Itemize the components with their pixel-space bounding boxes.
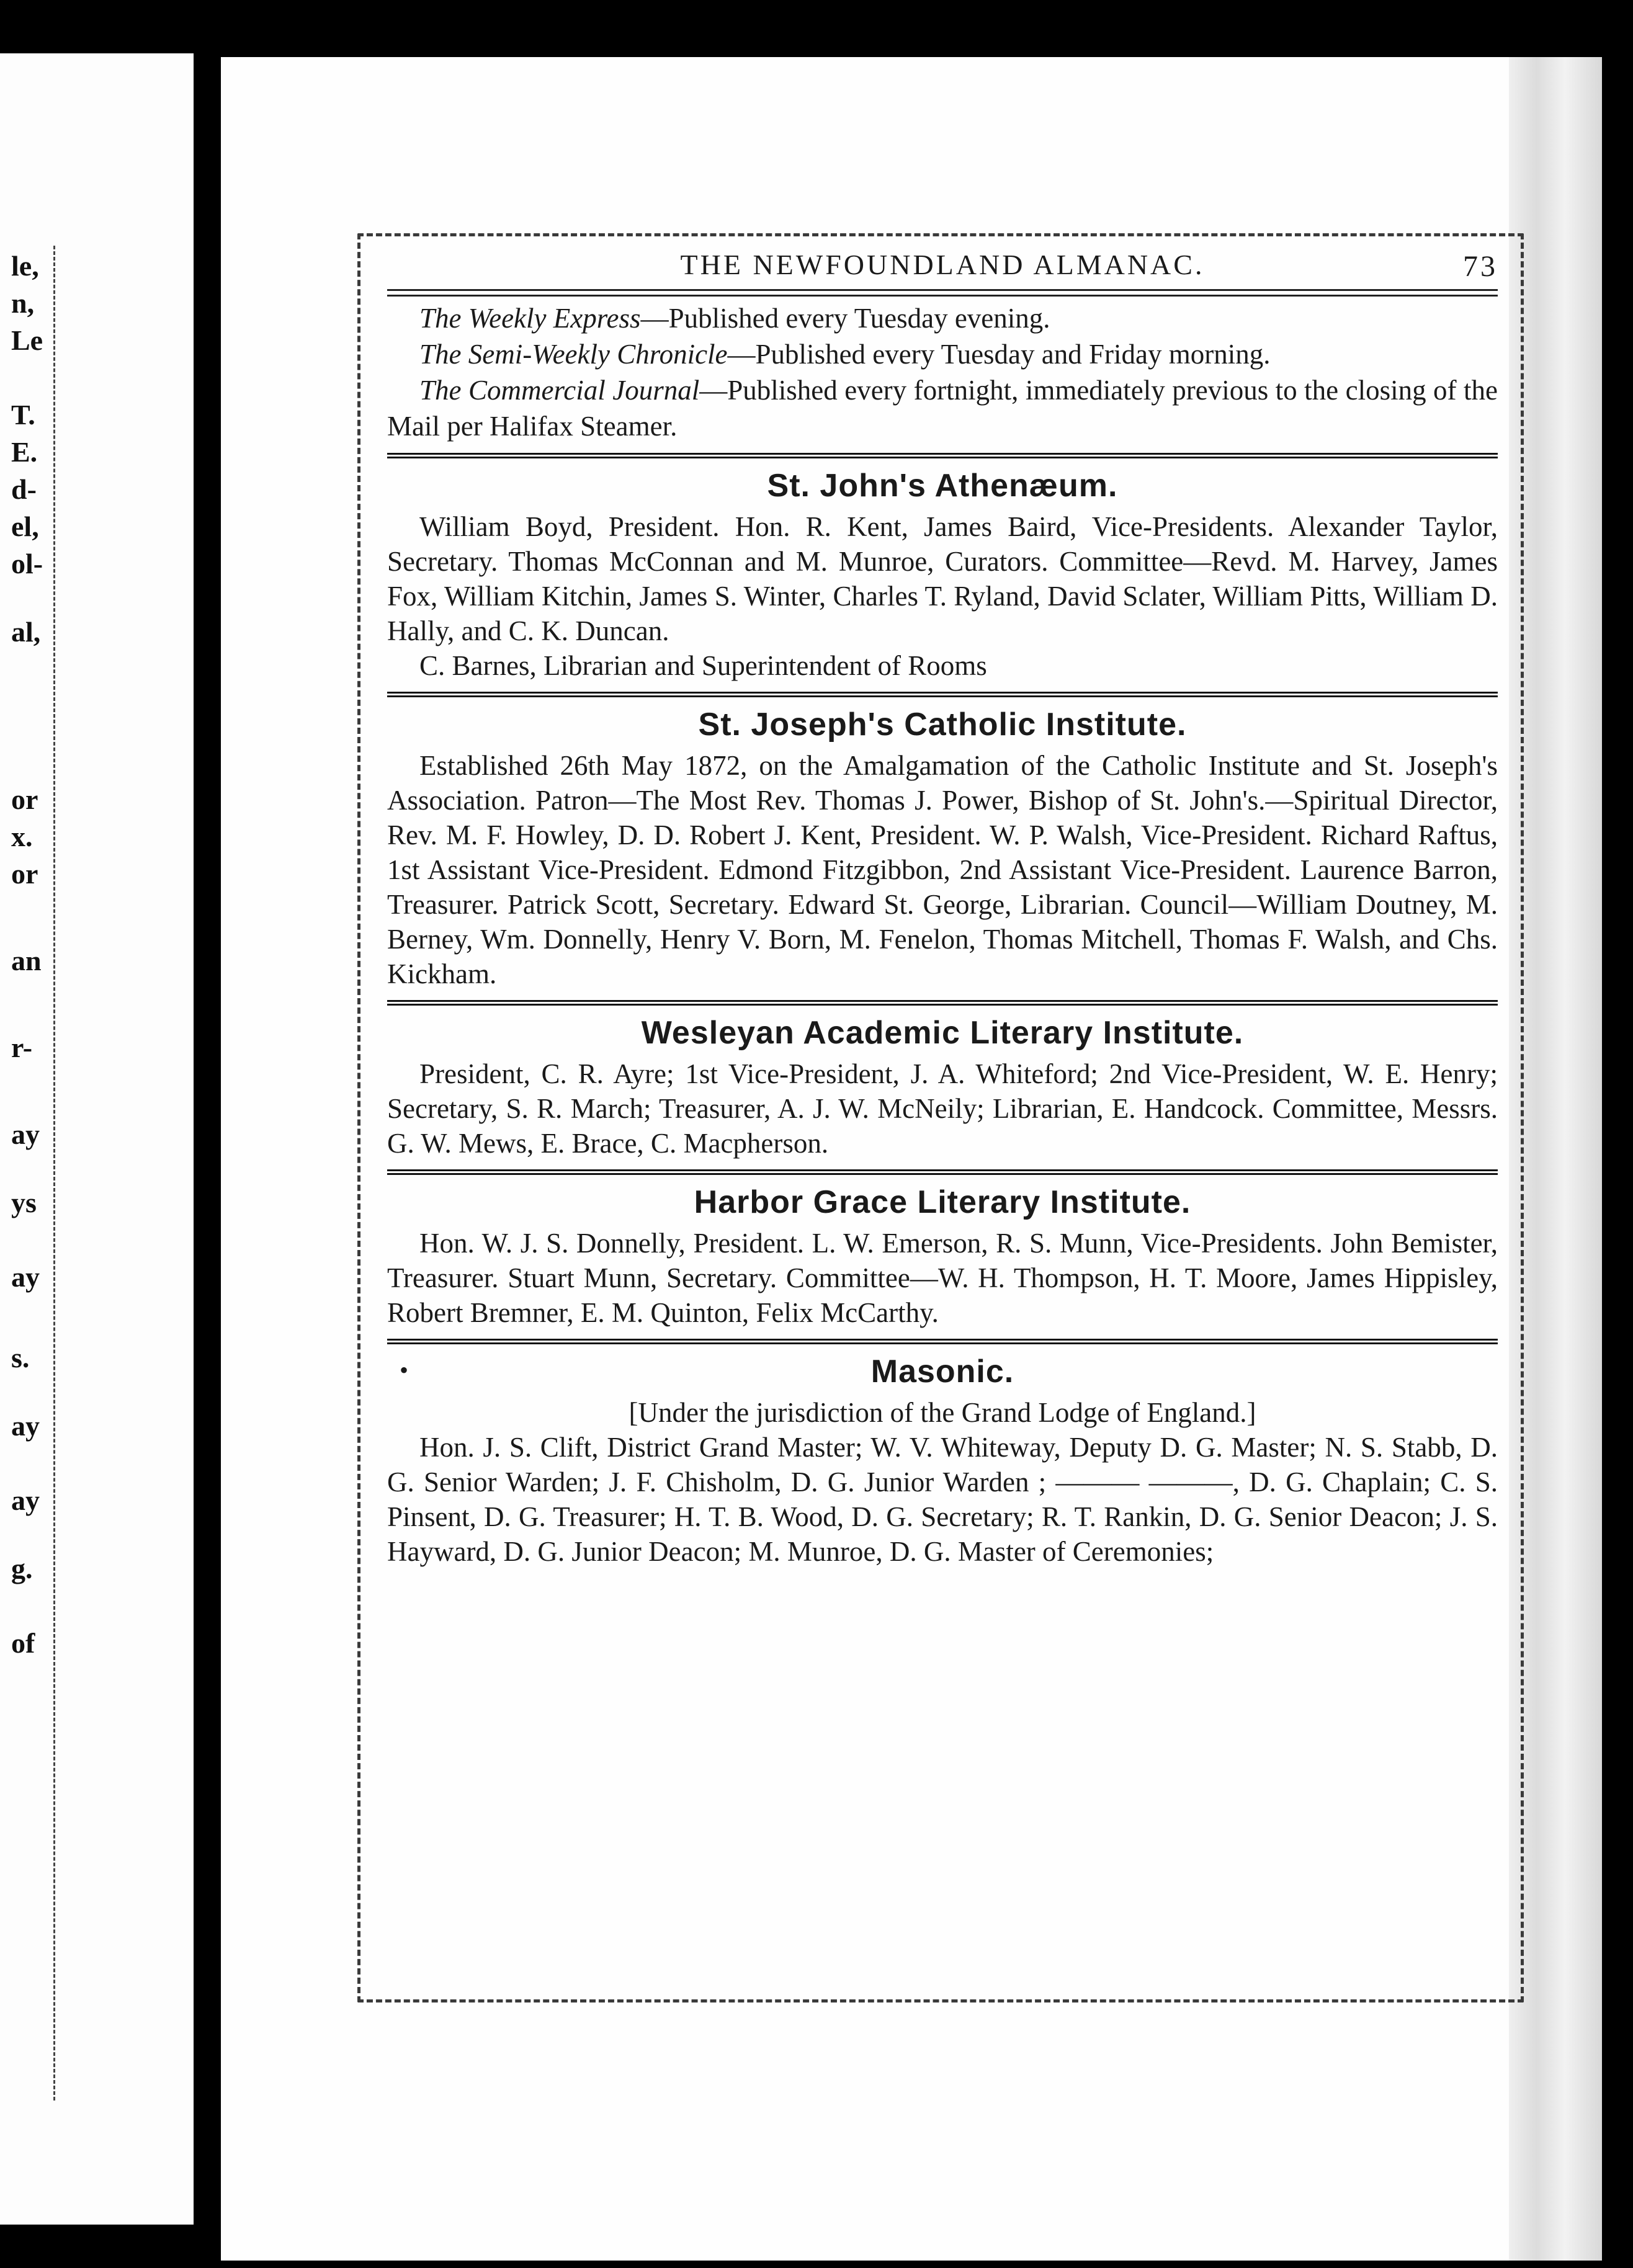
section-body: Hon. J. S. Clift, District Grand Master; W. V. Whiteway, Deputy D. G. Master; N. S. Stabb, D. G. Senior Warden; J. F. Chisholm, D. G. Junior Warden ; ——— ———, D. G. Chaplain; C. S. Pinsent, D. G. Treasurer; H. T. B. Wood, D. G. Secretary; R. T. Rankin, D. G. Senior Deacon; J. S. Hayward, D. G. Junior Deacon; M. Munroe, D. G. Master of Ceremonies; (387, 1432, 1498, 1567)
section-st-johns-athenaeum (387, 467, 1498, 683)
section-divider (387, 1339, 1498, 1344)
left-page-fragment: s. (11, 1342, 30, 1373)
left-page-fragment: al, (11, 616, 41, 648)
section-st-josephs-catholic-institute (387, 706, 1498, 991)
left-page-fragment: Le (11, 324, 43, 356)
left-page-fragment: el, (11, 511, 39, 542)
left-page-fragment: an (11, 945, 42, 976)
section-divider (387, 453, 1498, 458)
page-number: 73 (1463, 250, 1498, 283)
section-title: Harbor Grace Literary Institute. (694, 1184, 1191, 1220)
left-page-fragment: d- (11, 473, 37, 505)
header-rule (387, 289, 1498, 291)
section-divider (387, 692, 1498, 697)
left-page-fragment: le, (11, 250, 39, 282)
section-body: William Boyd, President. Hon. R. Kent, James Baird, Vice-Presidents. Alexander Taylor, Secretary. Thomas McConnan and M. Munroe, Curators. Committee—Revd. M. Harvey, James Fox, William Kitchin, James S. Winter, Charles T. Ryland, David Sclater, William Pitts, William D. Hally, and C. K. Duncan. (387, 511, 1498, 646)
section-subtitle: [Under the jurisdiction of the Grand Lodge of England.] (629, 1397, 1256, 1428)
left-page-fragment: ay (11, 1118, 40, 1150)
header-title: THE NEWFOUNDLAND ALMANAC. (680, 248, 1205, 280)
left-page-fragment: ay (11, 1261, 40, 1293)
left-page-fragment: T. (11, 399, 35, 431)
section-divider (387, 1000, 1498, 1006)
running-header (387, 243, 1498, 285)
section-harbor-grace-literary-institute (387, 1184, 1498, 1330)
section-title: Masonic. (870, 1354, 1014, 1390)
right-page (221, 57, 1602, 2261)
section-title: St. Joseph's Catholic Institute. (698, 707, 1187, 743)
left-page-fragment: r- (11, 1032, 33, 1063)
header-rule-2 (387, 295, 1498, 297)
periodical-weekly-express: The Weekly Express—Published every Tuesday evening. (419, 303, 1050, 334)
page-content (387, 243, 1498, 1569)
left-page-fragment: x. (11, 821, 33, 852)
section-title: Wesleyan Academic Literary Institute. (641, 1015, 1244, 1051)
left-page-fragment: ay (11, 1410, 40, 1442)
left-page-fragment: ys (11, 1187, 37, 1218)
section-body: Hon. W. J. S. Donnelly, President. L. W. Emerson, R. S. Munn, Vice-Presidents. John Bemister, Treasurer. Stuart Munn, Secretary. Committee—W. H. Thompson, H. T. Moore, James Hippisley, Robert Bremner, E. M. Quinton, Felix McCarthy. (387, 1228, 1498, 1328)
left-page-fragment: of (11, 1627, 35, 1659)
periodical-semi-weekly-chronicle: The Semi-Weekly Chronicle—Published every Tuesday and Friday morning. (419, 339, 1271, 370)
left-facing-page (0, 53, 194, 2225)
stray-mark: • (400, 1356, 409, 1384)
section-divider (387, 1169, 1498, 1175)
section-masonic (387, 1353, 1498, 1569)
left-page-fragment: g. (11, 1553, 33, 1584)
periodical-commercial-journal: The Commercial Journal—Published every fortnight, immediately previous to the closing of the Mail per Halifax Steamer. (387, 375, 1498, 442)
left-page-fragment: ol- (11, 548, 43, 579)
left-page-fragment: or (11, 858, 38, 890)
left-page-fragment: ay (11, 1484, 40, 1516)
section-extra: C. Barnes, Librarian and Superintendent of Rooms (419, 650, 987, 681)
left-page-fragment: n, (11, 287, 35, 319)
section-wesleyan-academic-literary-institute (387, 1014, 1498, 1161)
section-body: Established 26th May 1872, on the Amalgamation of the Catholic Institute and St. Joseph's Association. Patron—The Most Rev. Thomas J. Power, Bishop of St. John's.—Spiritual Director, Rev. M. F. Howley, D. D. Robert J. Kent, President. W. P. Walsh, Vice-President. Richard Raftus, 1st Assistant Vice-President. Edmond Fitzgibbon, 2nd Assistant Vice-President. Laurence Barron, Treasurer. Patrick Scott, Secretary. Edward St. George, Librarian. Council—William Doutney, M. Berney, Wm. Donnelly, Henry V. Born, M. Fenelon, Thomas Mitchell, Thomas F. Walsh, and Chs. Kickham. (387, 750, 1498, 989)
section-body: President, C. R. Ayre; 1st Vice-President, J. A. Whiteford; 2nd Vice-President, W. E. Henry; Secretary, S. R. March; Treasurer, A. J. W. McNeily; Librarian, E. Handcock. Committee, Messrs. G. W. Mews, E. Brace, C. Macpherson. (387, 1058, 1498, 1159)
left-page-fragment: E. (11, 436, 38, 468)
left-page-fragment: or (11, 784, 38, 815)
section-title: St. John's Athenæum. (767, 468, 1118, 504)
